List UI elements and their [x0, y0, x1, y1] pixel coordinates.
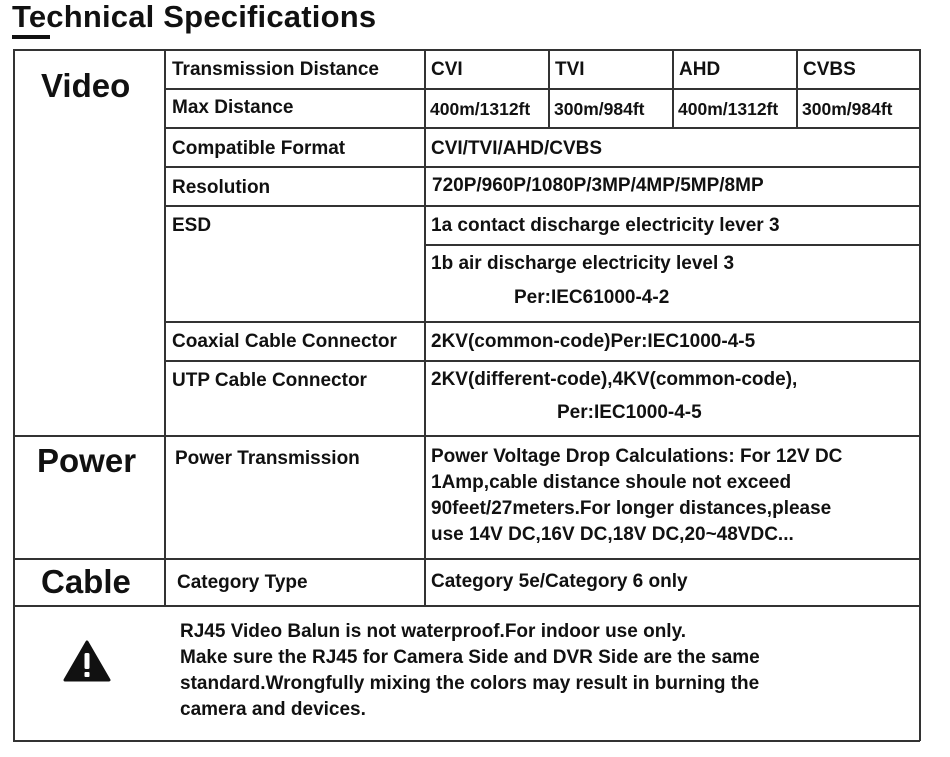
power-line4: use 14V DC,16V DC,18V DC,20~48VDC...	[431, 524, 794, 545]
format-cvi: CVI	[431, 59, 463, 80]
compatible-format-label: Compatible Format	[172, 138, 346, 159]
table-rule	[165, 88, 920, 90]
section-cable: Cable	[41, 563, 131, 600]
table-divider	[672, 49, 674, 128]
warning-line4: camera and devices.	[180, 699, 366, 720]
power-line2: 1Amp,cable distance shoule not exceed	[431, 472, 792, 493]
table-border-bottom	[13, 740, 920, 742]
table-rule	[13, 605, 920, 607]
table-rule	[165, 360, 920, 362]
esd-line3: Per:IEC61000-4-2	[514, 287, 670, 308]
format-cvbs: CVBS	[803, 59, 856, 80]
warning-triangle-icon	[63, 640, 111, 682]
table-rule	[13, 558, 920, 560]
table-rule	[165, 321, 920, 323]
transmission-distance-label: Transmission Distance	[172, 59, 379, 80]
warning-line3: standard.Wrongfully mixing the colors may result in burning the	[180, 673, 760, 694]
compatible-format-value: CVI/TVI/AHD/CVBS	[431, 138, 603, 159]
resolution-label: Resolution	[172, 177, 271, 198]
table-border-left	[13, 49, 15, 741]
max-distance-tvi: 300m/984ft	[554, 99, 645, 119]
table-border-top	[13, 49, 920, 51]
utp-line2: Per:IEC1000-4-5	[557, 402, 702, 423]
table-rule	[165, 205, 920, 207]
utp-label: UTP Cable Connector	[172, 370, 367, 391]
table-divider	[548, 49, 550, 128]
category-type-value: Category 5e/Category 6 only	[431, 571, 688, 592]
page-title: Technical Specifications	[12, 0, 377, 34]
table-rule	[424, 244, 920, 246]
format-ahd: AHD	[679, 59, 721, 80]
table-rule	[165, 166, 920, 168]
power-line3: 90feet/27meters.For longer distances,please	[431, 498, 832, 519]
format-tvi: TVI	[555, 59, 585, 80]
power-line1: Power Voltage Drop Calculations: For 12V DC	[431, 446, 843, 467]
table-rule	[165, 127, 920, 129]
resolution-value: 720P/960P/1080P/3MP/4MP/5MP/8MP	[432, 175, 764, 196]
max-distance-label: Max Distance	[172, 97, 294, 118]
table-divider	[424, 49, 426, 606]
section-power: Power	[37, 442, 137, 479]
table-divider	[164, 49, 166, 606]
utp-line1: 2KV(different-code),4KV(common-code),	[431, 369, 798, 390]
warning-line1: RJ45 Video Balun is not waterproof.For indoor use only.	[180, 621, 687, 642]
esd-label: ESD	[172, 215, 212, 236]
max-distance-cvi: 400m/1312ft	[430, 99, 531, 119]
coaxial-value: 2KV(common-code)Per:IEC1000-4-5	[431, 331, 756, 352]
warning-line2: Make sure the RJ45 for Camera Side and DVR Side are the same	[180, 647, 760, 668]
coaxial-label: Coaxial Cable Connector	[172, 331, 397, 352]
max-distance-ahd: 400m/1312ft	[678, 99, 779, 119]
esd-line1: 1a contact discharge electricity lever 3	[431, 215, 780, 236]
power-transmission-label: Power Transmission	[175, 448, 360, 469]
table-rule	[13, 435, 920, 437]
category-type-label: Category Type	[177, 572, 308, 593]
title-underline	[12, 35, 50, 39]
table-border-right	[919, 49, 921, 741]
section-video: Video	[41, 67, 131, 104]
table-divider	[796, 49, 798, 128]
esd-line2: 1b air discharge electricity level 3	[431, 253, 735, 274]
max-distance-cvbs: 300m/984ft	[802, 99, 893, 119]
